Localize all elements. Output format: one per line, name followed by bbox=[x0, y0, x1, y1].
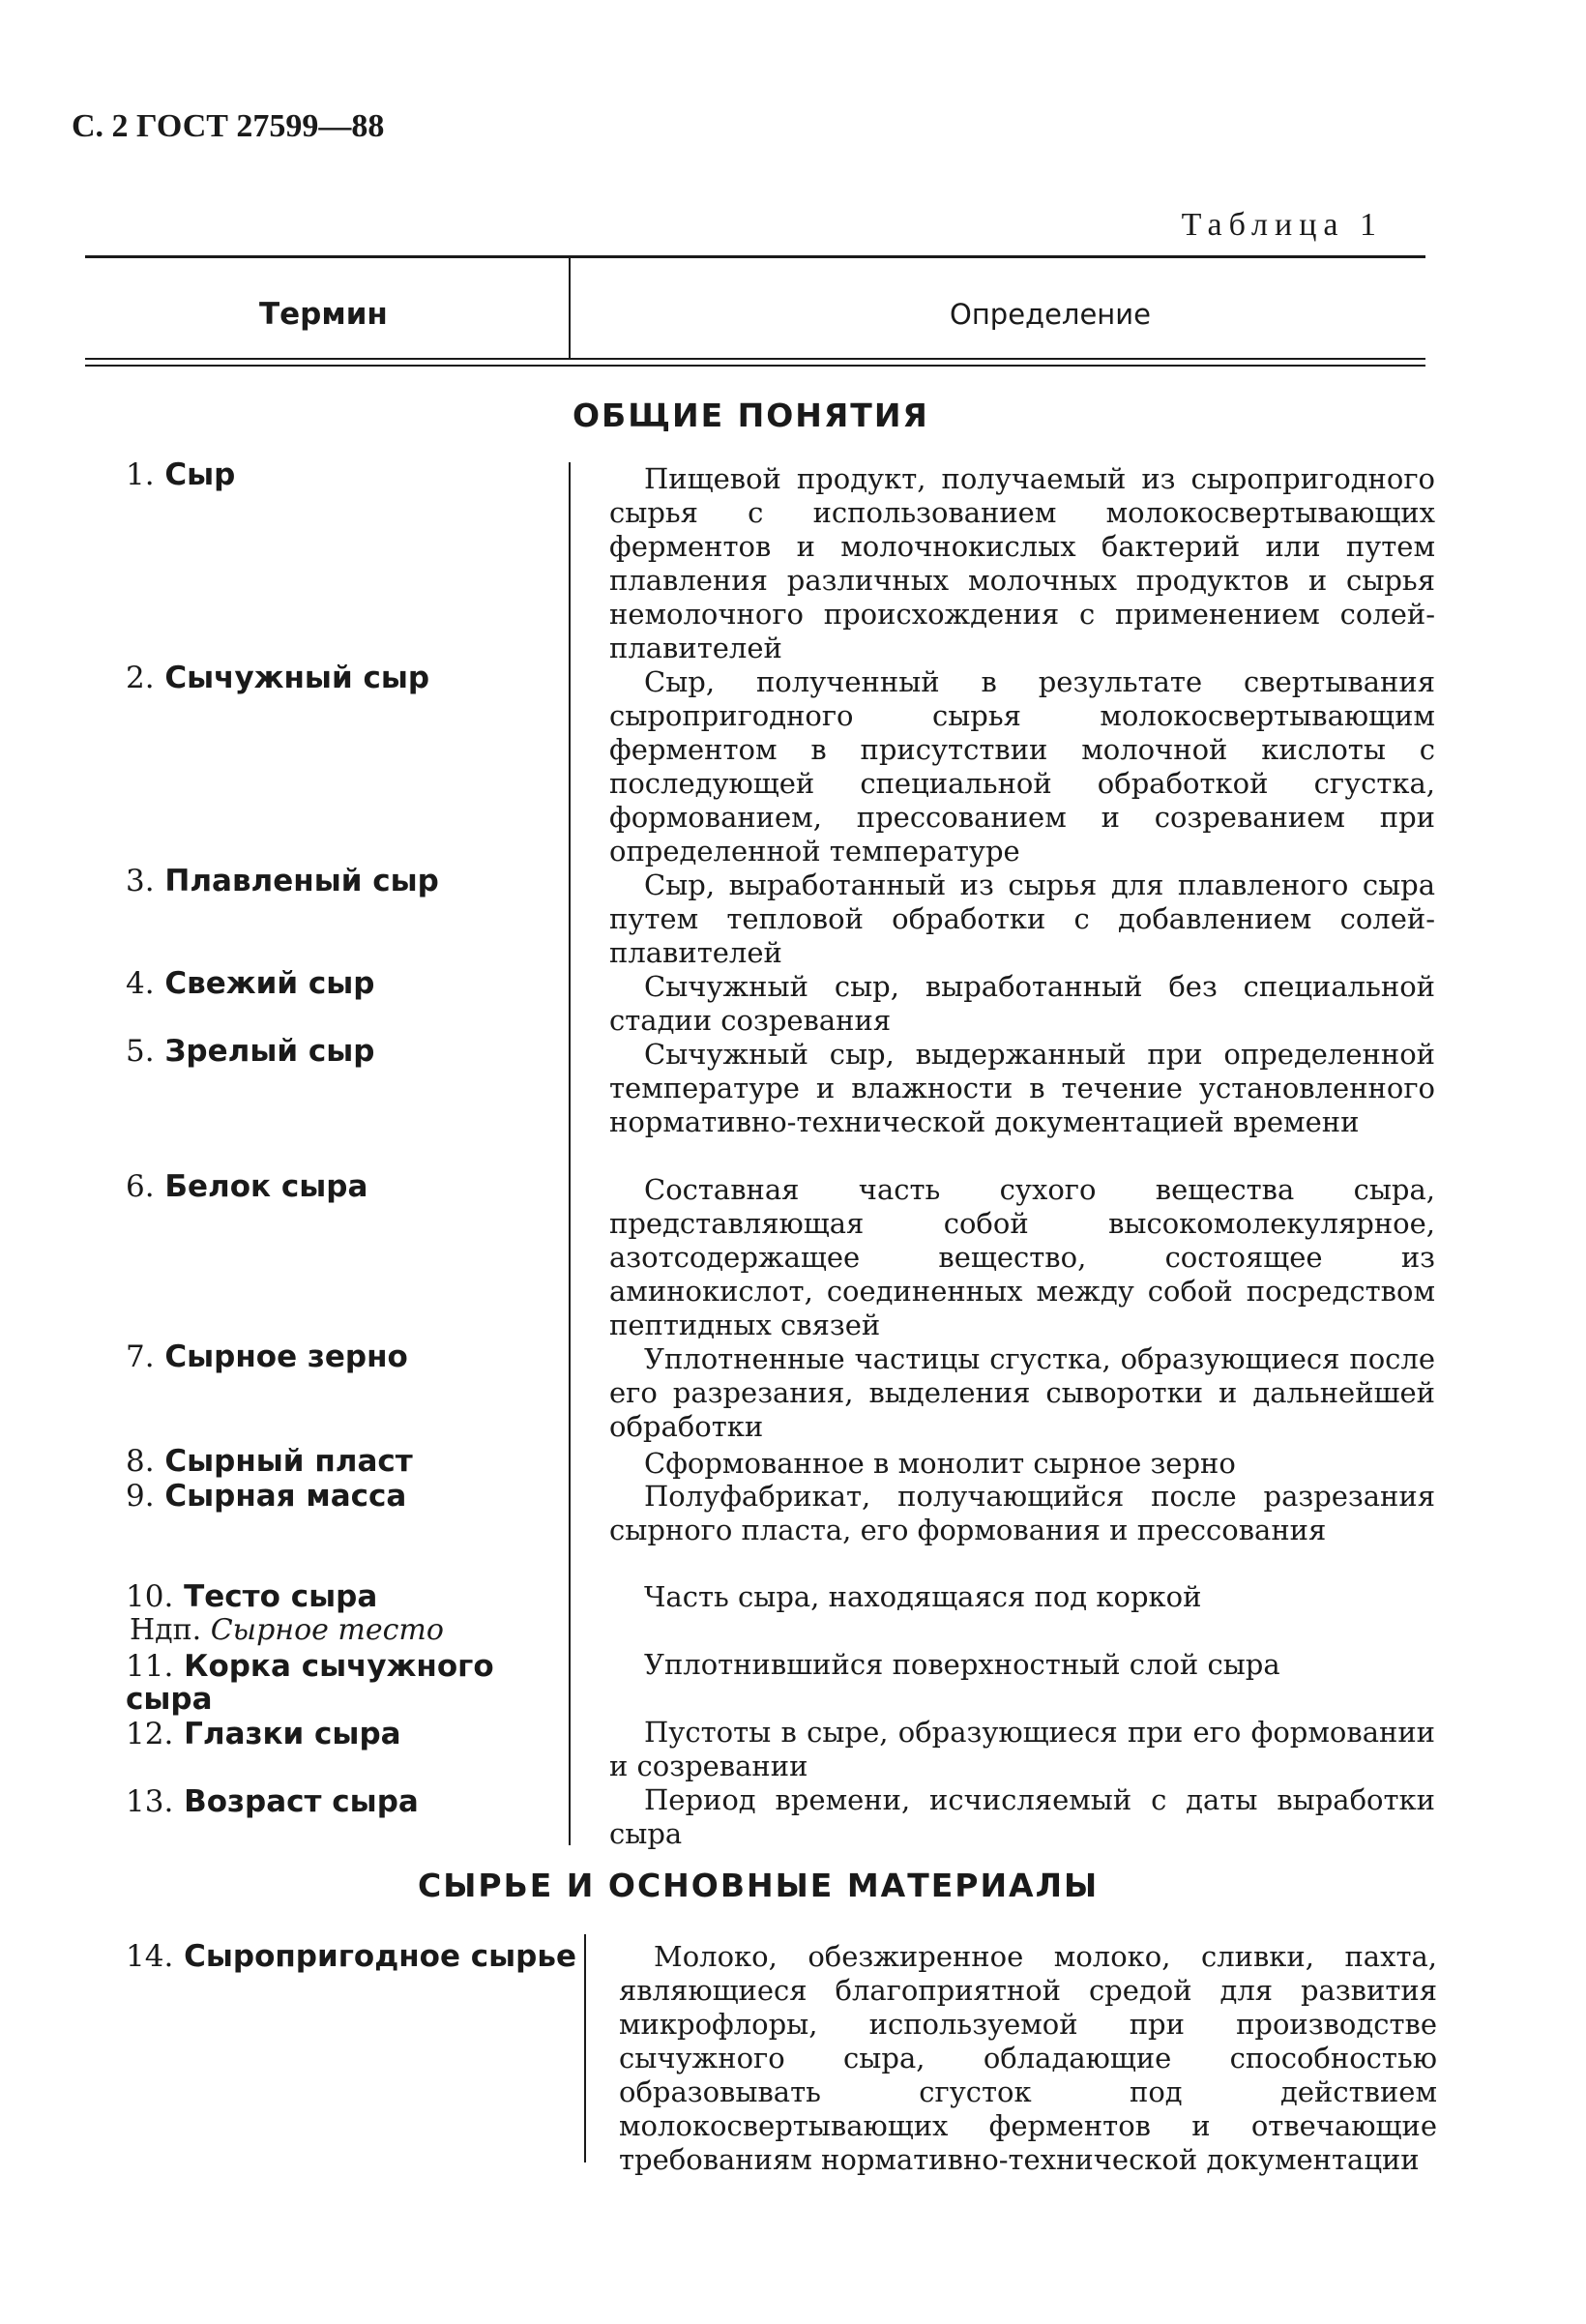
column-divider bbox=[584, 1934, 586, 2162]
note-prefix: Ндп. bbox=[130, 1613, 202, 1647]
definition: Сычужный сыр, выработанный без специальной стадии созревания bbox=[609, 970, 1435, 1037]
term bbox=[126, 458, 235, 491]
term-number: 14. bbox=[126, 1939, 174, 1974]
term-text: Плавленый сыр bbox=[164, 864, 439, 898]
definition: Молоко, обезжиренное молоко, сливки, пахта, являющиеся благоприятной средой для развития микрофлоры, используемой при производстве сычужного сыра, обладающие способностью образовывать сгусток под действием молокосвертывающих ферментов и отвечающие требованиям нормативно-технической документации bbox=[619, 1940, 1437, 2176]
term-text: Сыропригодное сырье bbox=[184, 1939, 577, 1974]
term bbox=[126, 662, 429, 694]
term-text: Тесто сыра bbox=[184, 1579, 378, 1614]
definition: Сформованное в монолит сырное зерно bbox=[644, 1447, 1236, 1480]
term-number: 12. bbox=[126, 1717, 174, 1751]
section-title: СЫРЬЕ И ОСНОВНЫЕ МАТЕРИАЛЫ bbox=[418, 1867, 1100, 1904]
definition: Пустоты в сыре, образующиеся при его формовании и созревании bbox=[609, 1716, 1435, 1782]
term-text: Сычужный сыр bbox=[164, 661, 430, 695]
term-number: 11. bbox=[126, 1649, 174, 1684]
term-text: Белок сыра bbox=[164, 1169, 368, 1204]
term-number: 9. bbox=[126, 1479, 155, 1514]
term bbox=[126, 967, 374, 1000]
column-header-definition: Определение bbox=[950, 298, 1151, 331]
term-number: 4. bbox=[126, 966, 155, 1001]
term bbox=[126, 1340, 408, 1373]
definition: Составная часть сухого вещества сыра, представляющая собой высокомолекулярное, азотсодержащее вещество, состоящее из аминокислот, соединенных между собой посредством пептидных связей bbox=[609, 1173, 1435, 1341]
deprecated-term: Сырное тесто bbox=[210, 1613, 444, 1647]
term-number: 7. bbox=[126, 1339, 155, 1374]
deprecated-term-note bbox=[130, 1614, 444, 1647]
term-text: Зрелый сыр bbox=[164, 1034, 375, 1069]
term-number: 5. bbox=[126, 1034, 155, 1069]
page-header: С. 2 ГОСТ 27599—88 bbox=[72, 108, 385, 144]
term bbox=[126, 865, 439, 897]
definition: Сыр, выработанный из сырья для плавленого сыра путем тепловой обработки с добавлением солей-плавителей bbox=[609, 868, 1435, 969]
term-number: 3. bbox=[126, 864, 155, 898]
term-number: 6. bbox=[126, 1169, 155, 1204]
term bbox=[126, 1580, 377, 1613]
term-text: Сырное зерно bbox=[164, 1339, 408, 1374]
term bbox=[126, 1650, 538, 1716]
term bbox=[126, 1445, 413, 1478]
term-number: 8. bbox=[126, 1444, 155, 1479]
header-column-divider bbox=[569, 258, 571, 359]
term-text: Свежий сыр bbox=[164, 966, 375, 1001]
term-number: 2. bbox=[126, 661, 155, 695]
term bbox=[126, 1170, 367, 1203]
definition: Часть сыра, находящаяся под коркой bbox=[644, 1580, 1202, 1613]
term-text: Сыр bbox=[164, 457, 236, 492]
term bbox=[126, 1718, 401, 1750]
column-header-term: Термин bbox=[259, 297, 388, 332]
term-number: 13. bbox=[126, 1784, 174, 1819]
definition: Уплотненные частицы сгустка, образующиеся после его разрезания, выделения сыворотки и дальнейшей обработки bbox=[609, 1342, 1435, 1443]
term-text: Глазки сыра bbox=[184, 1717, 401, 1751]
header-double-rule-upper bbox=[85, 358, 1425, 360]
column-divider bbox=[569, 462, 571, 1845]
term-text: Возраст сыра bbox=[184, 1784, 419, 1819]
term bbox=[126, 1940, 576, 1973]
term-number: 1. bbox=[126, 457, 155, 492]
table-top-rule bbox=[85, 255, 1425, 258]
term-text: Сырный пласт bbox=[164, 1444, 413, 1479]
header-double-rule-lower bbox=[85, 365, 1425, 367]
definition: Сыр, полученный в результате свертывания сыропригодного сырья молокосвертывающим ферментом в присутствии молочной кислоты с последующей специальной обработкой сгустка, формованием, прессованием и созреванием при определенной температуре bbox=[609, 665, 1435, 868]
definition: Период времени, исчисляемый с даты выработки сыра bbox=[609, 1783, 1435, 1850]
term bbox=[126, 1480, 406, 1513]
definition: Уплотнившийся поверхностный слой сыра bbox=[644, 1648, 1280, 1681]
section-title: ОБЩИЕ ПОНЯТИЯ bbox=[573, 397, 929, 434]
term-text: Корка сычужного сыра bbox=[126, 1649, 494, 1717]
term-number: 10. bbox=[126, 1579, 174, 1614]
term bbox=[126, 1785, 419, 1818]
term-text: Сырная масса bbox=[164, 1479, 407, 1514]
definition: Пищевой продукт, получаемый из сыропригодного сырья с использованием молокосвертывающих ферментов и молочнокислых бактерий или путем плавления различных молочных продуктов и сырья немолочного происхождения с применением солей-плавителей bbox=[609, 462, 1435, 664]
definition: Сычужный сыр, выдержанный при определенной температуре и влажности в течение установленного нормативно-технической документацией времени bbox=[609, 1038, 1435, 1138]
term bbox=[126, 1035, 374, 1068]
definition: Полуфабрикат, получающийся после разрезания сырного пласта, его формования и прессования bbox=[609, 1480, 1435, 1546]
table-label: Таблица 1 bbox=[1181, 207, 1383, 243]
